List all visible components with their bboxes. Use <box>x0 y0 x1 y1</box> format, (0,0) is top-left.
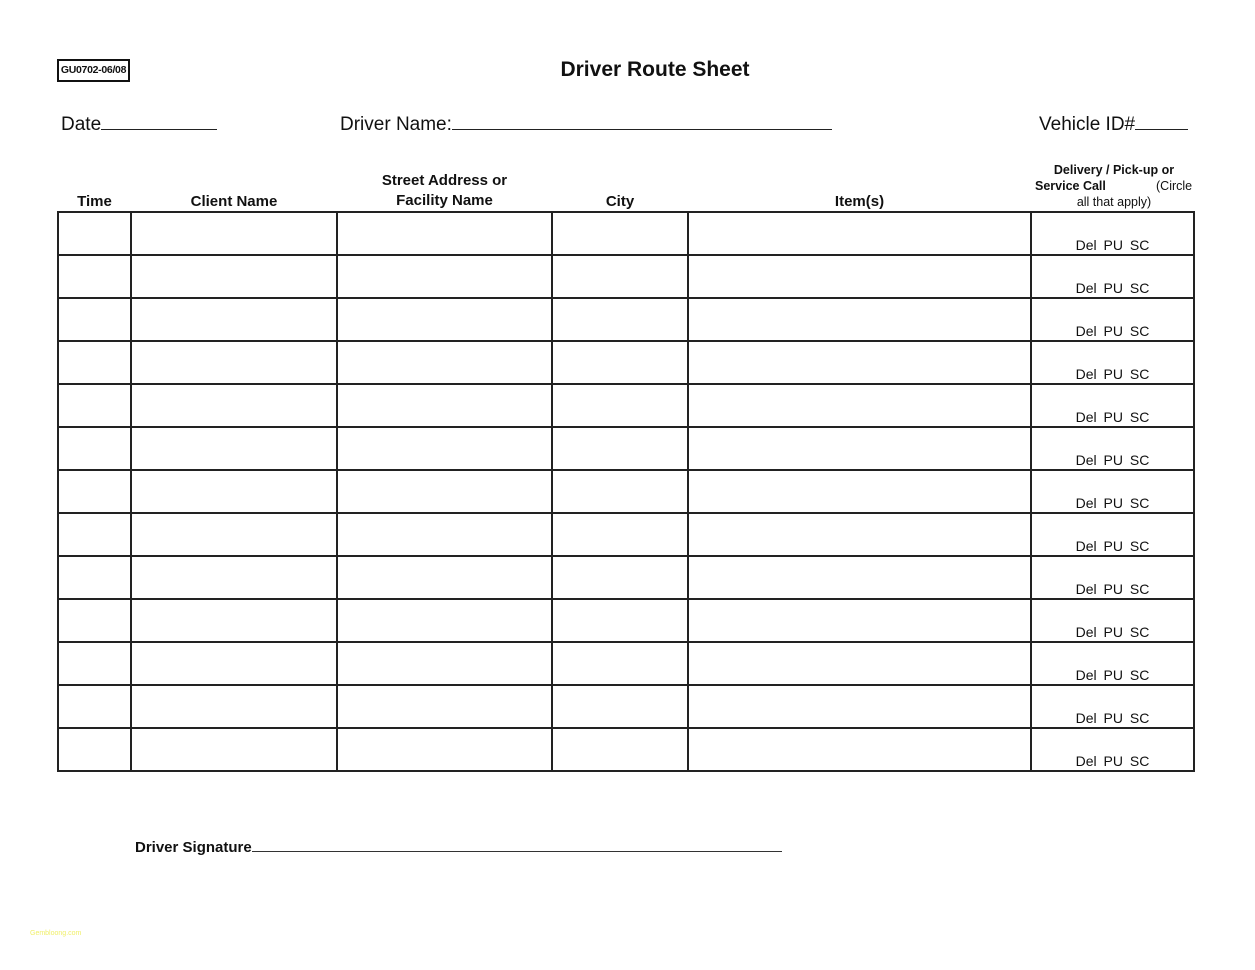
table-row <box>58 427 1194 470</box>
cell-items[interactable] <box>688 470 1031 513</box>
table-row <box>58 513 1194 556</box>
cell-street-address[interactable] <box>337 255 552 298</box>
cell-items[interactable] <box>688 255 1031 298</box>
service-options[interactable]: Del PU SC <box>1075 667 1150 683</box>
service-options[interactable]: Del PU SC <box>1075 452 1150 468</box>
cell-client-name[interactable] <box>131 685 337 728</box>
service-options[interactable]: Del PU SC <box>1075 237 1150 253</box>
driver-name-blank-line[interactable] <box>452 110 832 130</box>
cell-time[interactable] <box>58 642 131 685</box>
cell-street-address[interactable] <box>337 685 552 728</box>
cell-city[interactable] <box>552 384 688 427</box>
cell-client-name[interactable] <box>131 642 337 685</box>
cell-time[interactable] <box>58 728 131 771</box>
cell-city[interactable] <box>552 341 688 384</box>
cell-service-type[interactable] <box>1031 642 1194 685</box>
driver-name-label: Driver Name: <box>340 114 452 135</box>
header-time: Time <box>77 193 112 210</box>
cell-service-type[interactable] <box>1031 513 1194 556</box>
cell-time[interactable] <box>58 470 131 513</box>
driver-signature-blank-line[interactable] <box>252 835 782 852</box>
cell-time[interactable] <box>58 513 131 556</box>
date-label: Date <box>61 114 102 135</box>
service-options[interactable]: Del PU SC <box>1075 323 1150 339</box>
cell-city[interactable] <box>552 298 688 341</box>
form-code-box: GU0702-06/08 <box>57 59 130 82</box>
cell-service-type[interactable] <box>1031 255 1194 298</box>
driver-signature-label: Driver Signature <box>135 839 252 856</box>
header-street-address-line1: Street Address or <box>381 172 508 189</box>
cell-client-name[interactable] <box>131 212 337 255</box>
cell-client-name[interactable] <box>131 341 337 384</box>
cell-items[interactable] <box>688 642 1031 685</box>
cell-street-address[interactable] <box>337 599 552 642</box>
cell-city[interactable] <box>552 470 688 513</box>
header-street-address-line2: Facility Name <box>396 192 493 209</box>
cell-items[interactable] <box>688 427 1031 470</box>
header-service-line1: Delivery / Pick-up or <box>1053 163 1175 177</box>
cell-time[interactable] <box>58 341 131 384</box>
service-options[interactable]: Del PU SC <box>1075 366 1150 382</box>
cell-city[interactable] <box>552 427 688 470</box>
cell-street-address[interactable] <box>337 427 552 470</box>
vehicle-id-blank-line[interactable] <box>1135 110 1188 130</box>
cell-client-name[interactable] <box>131 255 337 298</box>
cell-time[interactable] <box>58 599 131 642</box>
cell-service-type[interactable] <box>1031 384 1194 427</box>
cell-city[interactable] <box>552 728 688 771</box>
cell-street-address[interactable] <box>337 642 552 685</box>
cell-items[interactable] <box>688 384 1031 427</box>
cell-service-type[interactable] <box>1031 728 1194 771</box>
service-options[interactable]: Del PU SC <box>1075 495 1150 511</box>
cell-items[interactable] <box>688 298 1031 341</box>
cell-street-address[interactable] <box>337 298 552 341</box>
cell-time[interactable] <box>58 212 131 255</box>
table-row <box>58 599 1194 642</box>
cell-city[interactable] <box>552 212 688 255</box>
cell-service-type[interactable] <box>1031 341 1194 384</box>
header-city: City <box>605 193 635 210</box>
vehicle-id-label: Vehicle ID# <box>1039 114 1136 135</box>
cell-client-name[interactable] <box>131 298 337 341</box>
service-options[interactable]: Del PU SC <box>1075 581 1150 597</box>
service-options[interactable]: Del PU SC <box>1075 624 1150 640</box>
driver-signature-field[interactable] <box>135 835 782 856</box>
cell-street-address[interactable] <box>337 212 552 255</box>
header-items: Item(s) <box>834 193 885 210</box>
watermark: Gembloong.com <box>30 930 82 937</box>
table-row <box>58 255 1194 298</box>
service-options[interactable]: Del PU SC <box>1075 409 1150 425</box>
route-table <box>57 211 1195 772</box>
date-blank-line[interactable] <box>101 110 217 130</box>
cell-service-type[interactable] <box>1031 599 1194 642</box>
cell-client-name[interactable] <box>131 513 337 556</box>
cell-street-address[interactable] <box>337 341 552 384</box>
table-row <box>58 685 1194 728</box>
page-title: Driver Route Sheet <box>560 58 750 81</box>
date-field[interactable] <box>61 110 217 136</box>
header-service-line2-bold: Service Call <box>1035 179 1106 193</box>
cell-service-type[interactable] <box>1031 470 1194 513</box>
cell-time[interactable] <box>58 298 131 341</box>
cell-city[interactable] <box>552 685 688 728</box>
service-options[interactable]: Del PU SC <box>1075 538 1150 554</box>
cell-items[interactable] <box>688 599 1031 642</box>
cell-service-type[interactable] <box>1031 298 1194 341</box>
cell-service-type[interactable] <box>1031 212 1194 255</box>
cell-street-address[interactable] <box>337 513 552 556</box>
header-client-name: Client Name <box>190 193 278 210</box>
cell-street-address[interactable] <box>337 384 552 427</box>
cell-items[interactable] <box>688 341 1031 384</box>
cell-city[interactable] <box>552 513 688 556</box>
table-row <box>58 212 1194 255</box>
cell-items[interactable] <box>688 556 1031 599</box>
driver-name-field[interactable] <box>340 110 832 136</box>
cell-street-address[interactable] <box>337 556 552 599</box>
cell-street-address[interactable] <box>337 470 552 513</box>
vehicle-id-field[interactable] <box>1039 110 1188 136</box>
table-row <box>58 384 1194 427</box>
cell-time[interactable] <box>58 427 131 470</box>
table-row <box>58 556 1194 599</box>
cell-city[interactable] <box>552 642 688 685</box>
cell-client-name[interactable] <box>131 728 337 771</box>
service-options[interactable]: Del PU SC <box>1075 753 1150 769</box>
cell-client-name[interactable] <box>131 384 337 427</box>
cell-street-address[interactable] <box>337 728 552 771</box>
cell-client-name[interactable] <box>131 556 337 599</box>
cell-time[interactable] <box>58 255 131 298</box>
cell-time[interactable] <box>58 384 131 427</box>
cell-time[interactable] <box>58 685 131 728</box>
cell-client-name[interactable] <box>131 599 337 642</box>
cell-items[interactable] <box>688 513 1031 556</box>
cell-client-name[interactable] <box>131 427 337 470</box>
table-row <box>58 642 1194 685</box>
cell-items[interactable] <box>688 728 1031 771</box>
cell-service-type[interactable] <box>1031 427 1194 470</box>
cell-city[interactable] <box>552 556 688 599</box>
cell-time[interactable] <box>58 556 131 599</box>
cell-service-type[interactable] <box>1031 685 1194 728</box>
cell-client-name[interactable] <box>131 470 337 513</box>
table-row <box>58 298 1194 341</box>
header-street-address <box>337 171 552 211</box>
cell-items[interactable] <box>688 685 1031 728</box>
table-row <box>58 728 1194 771</box>
header-service-line2-normal: (Circle <box>1156 179 1193 193</box>
cell-city[interactable] <box>552 599 688 642</box>
header-service-line3: all that apply) <box>1076 195 1152 209</box>
table-row <box>58 470 1194 513</box>
service-options[interactable]: Del PU SC <box>1075 280 1150 296</box>
cell-city[interactable] <box>552 255 688 298</box>
cell-items[interactable] <box>688 212 1031 255</box>
service-options[interactable]: Del PU SC <box>1075 710 1150 726</box>
table-row <box>58 341 1194 384</box>
cell-service-type[interactable] <box>1031 556 1194 599</box>
